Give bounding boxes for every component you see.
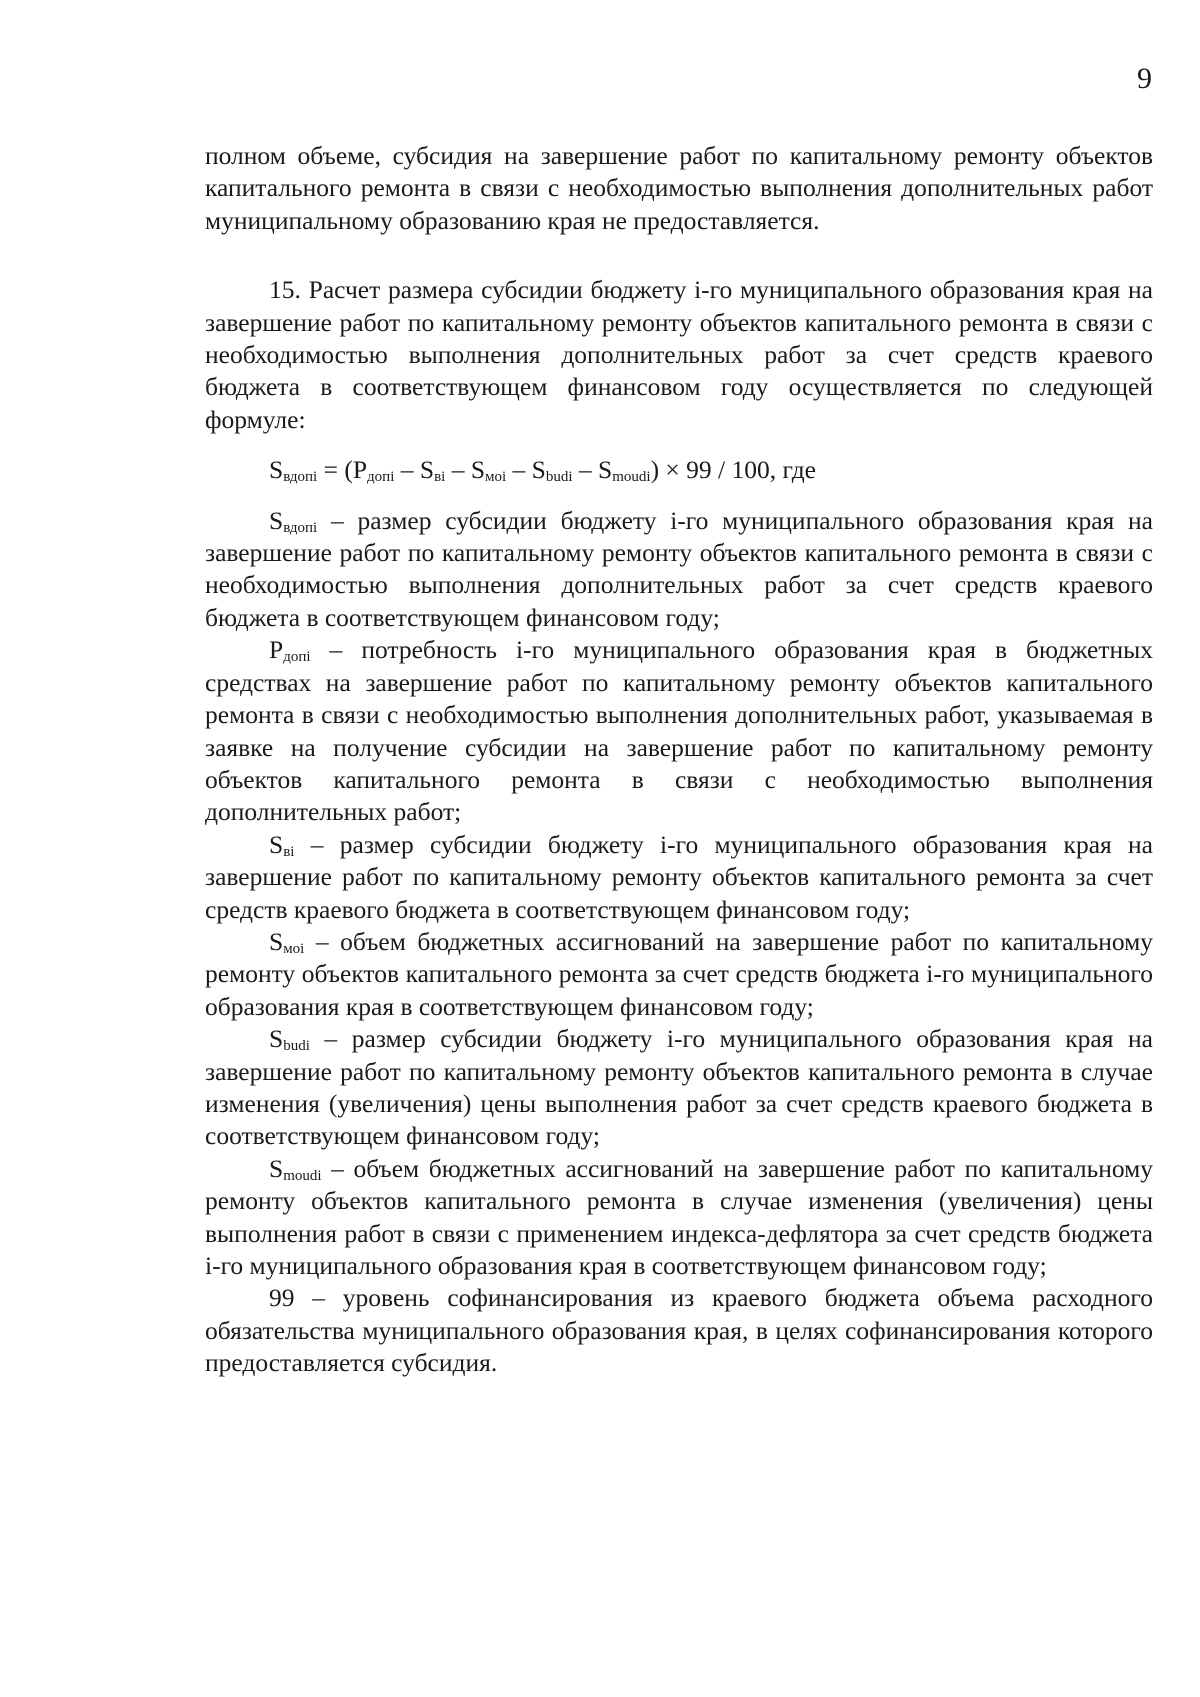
definition-symbol: S	[269, 829, 284, 859]
definition-symbol: S	[269, 926, 284, 956]
formula-smoud-sub: moudi	[612, 469, 651, 486]
formula-lhs-sub: вдопi	[283, 469, 318, 486]
definition-symbol: S	[269, 1024, 284, 1054]
formula-minus-1: – S	[394, 455, 435, 485]
paragraph-15: 15. Расчет размера субсидии бюджету i-го муниципального образования края на завершение работ по капитальному ремонту объектов капитального ремонта в связи с необходимостью выполнения дополнительных работ за счет средств краевого бюджета в соответствующем финансовом году осуществляется по следующей формуле:	[205, 275, 1153, 434]
definition-symbol: P	[269, 635, 284, 665]
formula-sbud-sub: budi	[545, 469, 573, 486]
definition-text: – размер субсидии бюджету i-го муниципального образования края на завершение работ по капитальному ремонту объектов капитального ремонта в связи с необходимостью выполнения дополнительных работ за счет средств краевого бюджета в соответствующем финансовом году;	[205, 505, 1153, 632]
definition-subscript: budi	[283, 1038, 310, 1055]
formula-eq-open: = (P	[317, 455, 368, 485]
definition-text: – потребность i-го муниципального образования края в бюджетных средствах на завершение работ по капитальному ремонту объектов капитального ремонта в связи с необходимостью выполнения дополнительных работ, указываемая в заявке на получение субсидии на завершение работ по капитальному ремонту объектов капитального ремонта в связи с необходимостью выполнения дополнительных работ;	[205, 635, 1153, 827]
formula-minus-4: – S	[572, 455, 613, 485]
definition-symbol: S	[269, 1153, 284, 1183]
formula-lhs: S	[269, 455, 284, 485]
formula	[205, 454, 1153, 486]
definition-subscript: вдопi	[283, 519, 318, 536]
formula-smo-sub: моi	[485, 469, 507, 486]
definition-s-moud	[205, 1153, 1153, 1283]
formula-p-sub: допi	[367, 469, 395, 486]
document-body	[205, 140, 1153, 1380]
definition-s-vdop	[205, 505, 1153, 635]
definition-p-dop	[205, 634, 1153, 828]
definition-subscript: вi	[283, 843, 295, 860]
definition-text: – размер субсидии бюджету i-го муниципального образования края на завершение работ по капитальному ремонту объектов капитального ремонта за счет средств краевого бюджета в соответствующем финансовом году;	[205, 829, 1153, 924]
formula-sb-sub: вi	[434, 469, 446, 486]
definition-subscript: моi	[283, 940, 305, 957]
definition-text: – объем бюджетных ассигнований на завершение работ по капитальному ремонту объектов капитального ремонта за счет средств бюджета i-го муниципального образования края в соответствующем финансовом году;	[205, 926, 1153, 1021]
definition-subscript: допi	[283, 649, 311, 666]
definition-s-bud	[205, 1023, 1153, 1153]
definition-s-mo	[205, 926, 1153, 1023]
paragraph-continuation: полном объеме, субсидия на завершение работ по капитальному ремонту объектов капитального ремонта в связи с необходимостью выполнения дополнительных работ муниципальному образованию края не предоставляется.	[205, 141, 1153, 235]
formula-minus-2: – S	[445, 455, 485, 485]
formula-minus-3: – S	[506, 455, 546, 485]
page-number: 9	[1137, 62, 1152, 95]
definition-s-v	[205, 829, 1153, 926]
definition-subscript: moudi	[283, 1167, 322, 1184]
definition-text: – объем бюджетных ассигнований на завершение работ по капитальному ремонту объектов капитального ремонта в случае изменения (увеличения) цены выполнения работ в связи с применением индекса-дефлятора за счет средств бюджета i-го муниципального образования края в соответствующем финансовом году;	[205, 1153, 1153, 1280]
definition-text: – размер субсидии бюджету i-го муниципального образования края на завершение работ по капитальному ремонту объектов капитального ремонта в случае изменения (увеличения) цены выполнения работ за счет средств краевого бюджета в соответствующем финансовом году;	[205, 1024, 1153, 1151]
definition-symbol: S	[269, 505, 284, 535]
formula-tail: ) × 99 / 100, где	[650, 455, 817, 485]
closing-paragraph: 99 – уровень софинансирования из краевого бюджета объема расходного обязательства муниципального образования края, в целях софинансирования которого предоставляется субсидия.	[205, 1283, 1153, 1378]
